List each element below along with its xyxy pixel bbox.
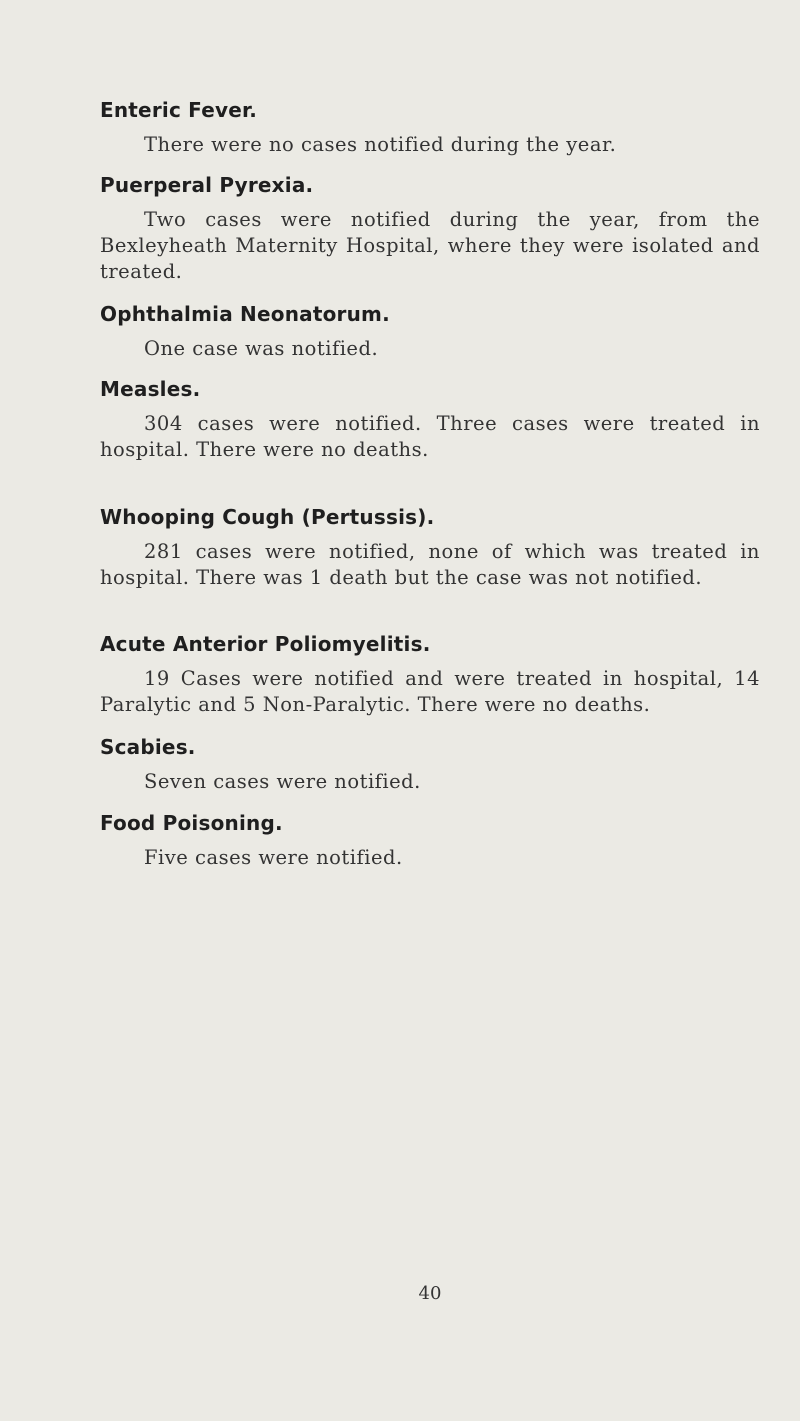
section-heading: Acute Anterior Poliomyelitis. [100,632,431,656]
section-scabies [100,735,760,795]
section-measles [100,377,760,463]
section-text: There were no cases notified during the year. [144,133,617,156]
section-text: Five cases were notified. [144,846,403,869]
section-text: 19 Cases were notified and were treated in hospital, 14 Paralytic and 5 Non-Paralytic. There were no deaths. [100,667,760,716]
section-text: 304 cases were notified. Three cases were treated in hospital. There were no deaths. [100,412,760,461]
section-acute-anterior-poliomyelitis [100,632,760,718]
section-whooping-cough [100,505,760,591]
section-enteric-fever [100,98,760,158]
section-food-poisoning [100,811,760,871]
section-text: 281 cases were notified, none of which was treated in hospital. There was 1 death but the case was not notified. [100,540,760,589]
section-heading: Whooping Cough (Pertussis). [100,505,435,529]
section-heading: Ophthalmia Neonatorum. [100,302,390,326]
section-heading: Measles. [100,377,201,401]
section-heading: Food Poisoning. [100,811,283,835]
section-text: One case was notified. [144,337,379,360]
section-text: Seven cases were notified. [144,770,421,793]
section-puerperal-pyrexia [100,173,760,285]
section-heading: Enteric Fever. [100,98,257,122]
section-heading: Puerperal Pyrexia. [100,173,314,197]
section-text: Two cases were notified during the year, from the Bexleyheath Maternity Hospital, where they were isolated and treated. [100,208,760,283]
section-ophthalmia-neonatorum [100,302,760,362]
page-number: 40 [418,1283,442,1304]
section-heading: Scabies. [100,735,196,759]
